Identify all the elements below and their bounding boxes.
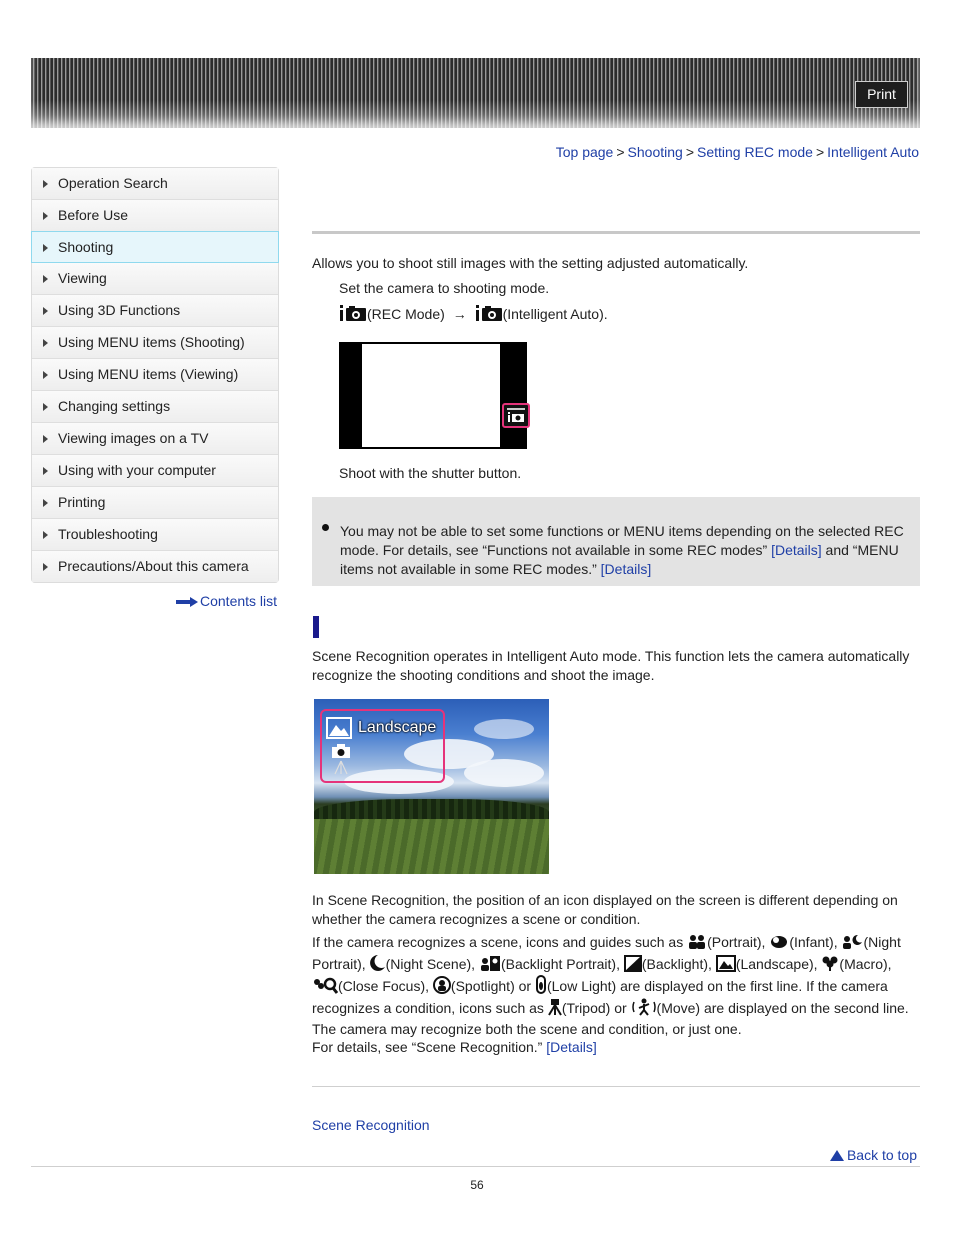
arrow-label: → xyxy=(452,306,467,322)
triangle-up-icon xyxy=(830,1150,844,1161)
triangle-right-icon xyxy=(43,499,48,507)
night-portrait-icon xyxy=(841,933,863,950)
breadcrumb-separator: > xyxy=(616,144,625,160)
footer-rule xyxy=(31,1166,920,1167)
rec-mode-label: (REC Mode) xyxy=(367,306,445,322)
breadcrumb-separator: > xyxy=(685,144,694,160)
scene-recognition-photo xyxy=(314,699,549,874)
close-focus-icon xyxy=(312,977,338,994)
scene-text: (Landscape), xyxy=(735,955,822,972)
sidebar-item-shooting[interactable] xyxy=(31,231,279,263)
triangle-right-icon xyxy=(43,531,48,539)
scene-text: (Spotlight) or xyxy=(450,978,535,994)
screen-area xyxy=(362,344,500,447)
macro-icon xyxy=(821,955,839,972)
contents-list-link[interactable] xyxy=(176,593,277,609)
intro-text: Allows you to shoot still images with the setting adjusted automatically. xyxy=(312,255,749,271)
print-button[interactable]: Print xyxy=(855,81,908,108)
scene-label: Landscape xyxy=(358,719,437,736)
scene-text: (Backlight), xyxy=(641,955,716,972)
sidebar-item-before-use[interactable] xyxy=(32,200,278,232)
backlight-icon xyxy=(624,955,642,972)
note-text xyxy=(340,522,914,579)
sidebar-item-label: Troubleshooting xyxy=(58,526,158,542)
back-to-top-label: Back to top xyxy=(846,1147,917,1163)
breadcrumb xyxy=(556,144,919,160)
low-light-icon xyxy=(535,975,547,994)
scene-text: (Low Light) are displayed on the first line. If the camera recognizes a condition, icons such as xyxy=(312,978,888,1016)
back-to-top-link[interactable] xyxy=(830,1147,917,1163)
step-1-text: Set the camera to shooting mode. xyxy=(339,280,550,296)
sidebar-item-menu-viewing[interactable] xyxy=(32,359,278,391)
sidebar-item-troubleshooting[interactable] xyxy=(32,519,278,551)
sidebar-item-menu-shooting[interactable] xyxy=(32,327,278,359)
sidebar-item-viewing[interactable] xyxy=(32,263,278,295)
sidebar-item-computer[interactable] xyxy=(32,455,278,487)
triangle-right-icon xyxy=(43,307,48,315)
bottom-rule xyxy=(312,1086,920,1087)
step-3-text: Shoot with the shutter button. xyxy=(339,465,522,481)
backlight-portrait-icon xyxy=(479,955,501,972)
note-text-2: and “MENU items not available in some REC modes.” xyxy=(340,542,899,577)
scene-text: (Close Focus), xyxy=(338,978,433,994)
cloud xyxy=(474,719,534,739)
scene-intro-text: Scene Recognition operates in Intelligent Auto mode. This function lets the camera automatically recognize the shooting conditions and shoot the image. xyxy=(312,648,910,683)
scene-text: (Backlight Portrait), xyxy=(500,955,624,972)
breadcrumb-top-page[interactable]: Top page xyxy=(555,144,614,160)
sidebar-item-label: Viewing images on a TV xyxy=(58,430,209,446)
triangle-right-icon xyxy=(43,244,48,252)
scene-text: (Portrait), xyxy=(707,934,770,950)
tripod-icon xyxy=(548,998,562,1016)
infant-icon xyxy=(769,933,789,950)
details-link[interactable]: [Details] xyxy=(600,561,652,577)
details-link[interactable]: [Details] xyxy=(546,1039,597,1055)
related-scene-recognition-link[interactable]: Scene Recognition xyxy=(312,1117,430,1133)
sidebar-item-label: Using MENU items (Viewing) xyxy=(58,366,239,382)
scene-text: (Night Portrait), xyxy=(312,934,901,972)
move-icon xyxy=(631,998,657,1016)
sidebar-item-label: Changing settings xyxy=(58,398,171,414)
sidebar-item-label: Before Use xyxy=(58,207,129,223)
bullet-icon xyxy=(322,524,329,531)
triangle-right-icon xyxy=(43,467,48,475)
sidebar-item-viewing-tv[interactable] xyxy=(32,423,278,455)
page-number: 56 xyxy=(470,1178,484,1192)
sidebar-item-label: Printing xyxy=(58,494,106,510)
note-box xyxy=(312,497,920,586)
sidebar-item-label: Using with your computer xyxy=(58,462,216,478)
tripod-icon xyxy=(334,759,348,775)
night-scene-icon xyxy=(370,954,386,972)
triangle-right-icon xyxy=(43,180,48,188)
note-text-1: You may not be able to set some functions or MENU items depending on the selected REC mode. For details, see “Functions not available in some REC modes” xyxy=(340,523,904,558)
triangle-right-icon xyxy=(43,339,48,347)
arrow-right-icon xyxy=(176,597,198,607)
section-marker xyxy=(313,616,319,638)
triangle-right-icon xyxy=(43,212,48,220)
contents-list-label: Contents list xyxy=(200,593,278,609)
scene-text: (Tripod) or xyxy=(561,999,631,1016)
cloud xyxy=(464,759,544,787)
scene-body-2 xyxy=(312,932,918,1041)
scene-details-prefix: For details, see “Scene Recognition.” xyxy=(312,1039,547,1055)
scene-text: (Infant), xyxy=(789,934,842,950)
triangle-right-icon xyxy=(43,563,48,571)
scene-details xyxy=(312,1038,918,1057)
details-link[interactable]: [Details] xyxy=(771,542,822,558)
triangle-right-icon xyxy=(43,435,48,443)
sidebar-item-label: Shooting xyxy=(58,239,114,255)
intelligent-auto-icon xyxy=(475,304,503,322)
tree-line xyxy=(314,799,549,821)
breadcrumb-setting-rec-mode[interactable]: Setting REC mode xyxy=(697,144,813,160)
mode-indicator-box xyxy=(502,403,530,428)
breadcrumb-intelligent-auto[interactable]: Intelligent Auto xyxy=(827,144,919,160)
sidebar-item-label: Using MENU items (Shooting) xyxy=(58,334,245,350)
sidebar-item-operation-search[interactable] xyxy=(32,168,278,200)
camera-icon xyxy=(331,743,351,759)
intelligent-auto-icon xyxy=(506,407,526,424)
field xyxy=(314,819,549,874)
sidebar-item-label: Viewing xyxy=(58,270,107,286)
sidebar-item-label: Operation Search xyxy=(58,175,168,191)
intelligent-auto-label: (Intelligent Auto). xyxy=(502,306,608,322)
header-banner xyxy=(31,58,920,128)
title-rule xyxy=(312,231,920,234)
scene-body-1: In Scene Recognition, the position of an icon displayed on the screen is different depending on whether the camera recognizes a scene or condition. xyxy=(312,892,898,927)
sidebar-item-label: Using 3D Functions xyxy=(58,302,181,318)
scene-text: (Night Scene), xyxy=(385,955,479,972)
scene-text: (Move) are displayed on the second line. The camera may recognize both the scene and condition, or just one. xyxy=(312,999,909,1037)
portrait-icon xyxy=(687,933,707,950)
landscape-icon xyxy=(716,955,736,972)
sidebar-item-precautions[interactable] xyxy=(32,551,278,582)
spotlight-icon xyxy=(433,976,451,994)
screen-diagram xyxy=(339,342,527,449)
scene-text: If the camera recognizes a scene, icons and guides such as xyxy=(312,934,688,950)
landscape-icon xyxy=(326,717,352,739)
intelligent-auto-icon xyxy=(339,304,367,322)
triangle-right-icon xyxy=(43,403,48,411)
sidebar-nav xyxy=(31,167,279,583)
triangle-right-icon xyxy=(43,371,48,379)
scene-text: (Macro), xyxy=(839,955,892,972)
triangle-right-icon xyxy=(43,275,48,283)
breadcrumb-separator: > xyxy=(815,144,825,160)
breadcrumb-shooting[interactable]: Shooting xyxy=(627,144,683,160)
step-2 xyxy=(339,304,608,322)
sidebar-item-printing[interactable] xyxy=(32,487,278,519)
sidebar-item-label: Precautions/About this camera xyxy=(58,558,249,574)
sidebar-item-3d-functions[interactable] xyxy=(32,295,278,327)
sidebar-item-changing-settings[interactable] xyxy=(32,391,278,423)
